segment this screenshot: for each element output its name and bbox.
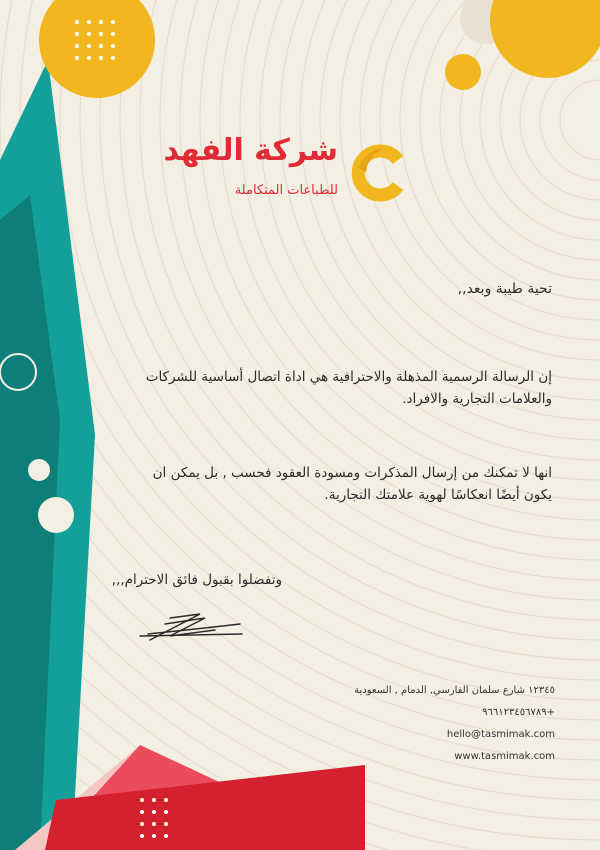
letter-closing: وتفضلوا بقبول فائق الاحترام,,, [111,572,282,588]
handwritten-signature-icon [140,614,242,640]
top-right-small-circle [445,54,481,90]
contact-email[interactable]: hello@tasmimak.com [446,729,555,740]
contact-website[interactable]: www.tasmimak.com [454,751,555,762]
brand-tagline: للطباعات المتكاملة [234,183,338,198]
brand-name: شركة الفهد [163,133,338,168]
letter-greeting: تحية طيبة وبعد,, [457,281,552,297]
contact-address: ١٢٣٤٥ شارع سلمان الفارسي, الدمام , السعودية [354,685,555,696]
top-right-yellow-circle [490,0,600,78]
contact-phone: +٩٦٦١٢٣٤٥٦٧٨٩ [482,707,555,718]
left-circle-large [38,497,74,533]
left-circle-small [28,459,50,481]
letter-paragraph-1: إن الرسالة الرسمية المذهلة والاحترافية هي اداة اتصال أساسية للشركات والعلامات التجارية والافراد. [145,369,552,407]
top-left-yellow-circle [39,0,155,98]
letter-paragraph-2: انها لا تمكنك من إرسال المذكرات ومسودة العقود فحسب , بل يمكن ان يكون أيضًا انعكاسًا لهوية علامتك التجارية. [152,465,552,503]
circular-c-logo-icon [358,148,398,195]
